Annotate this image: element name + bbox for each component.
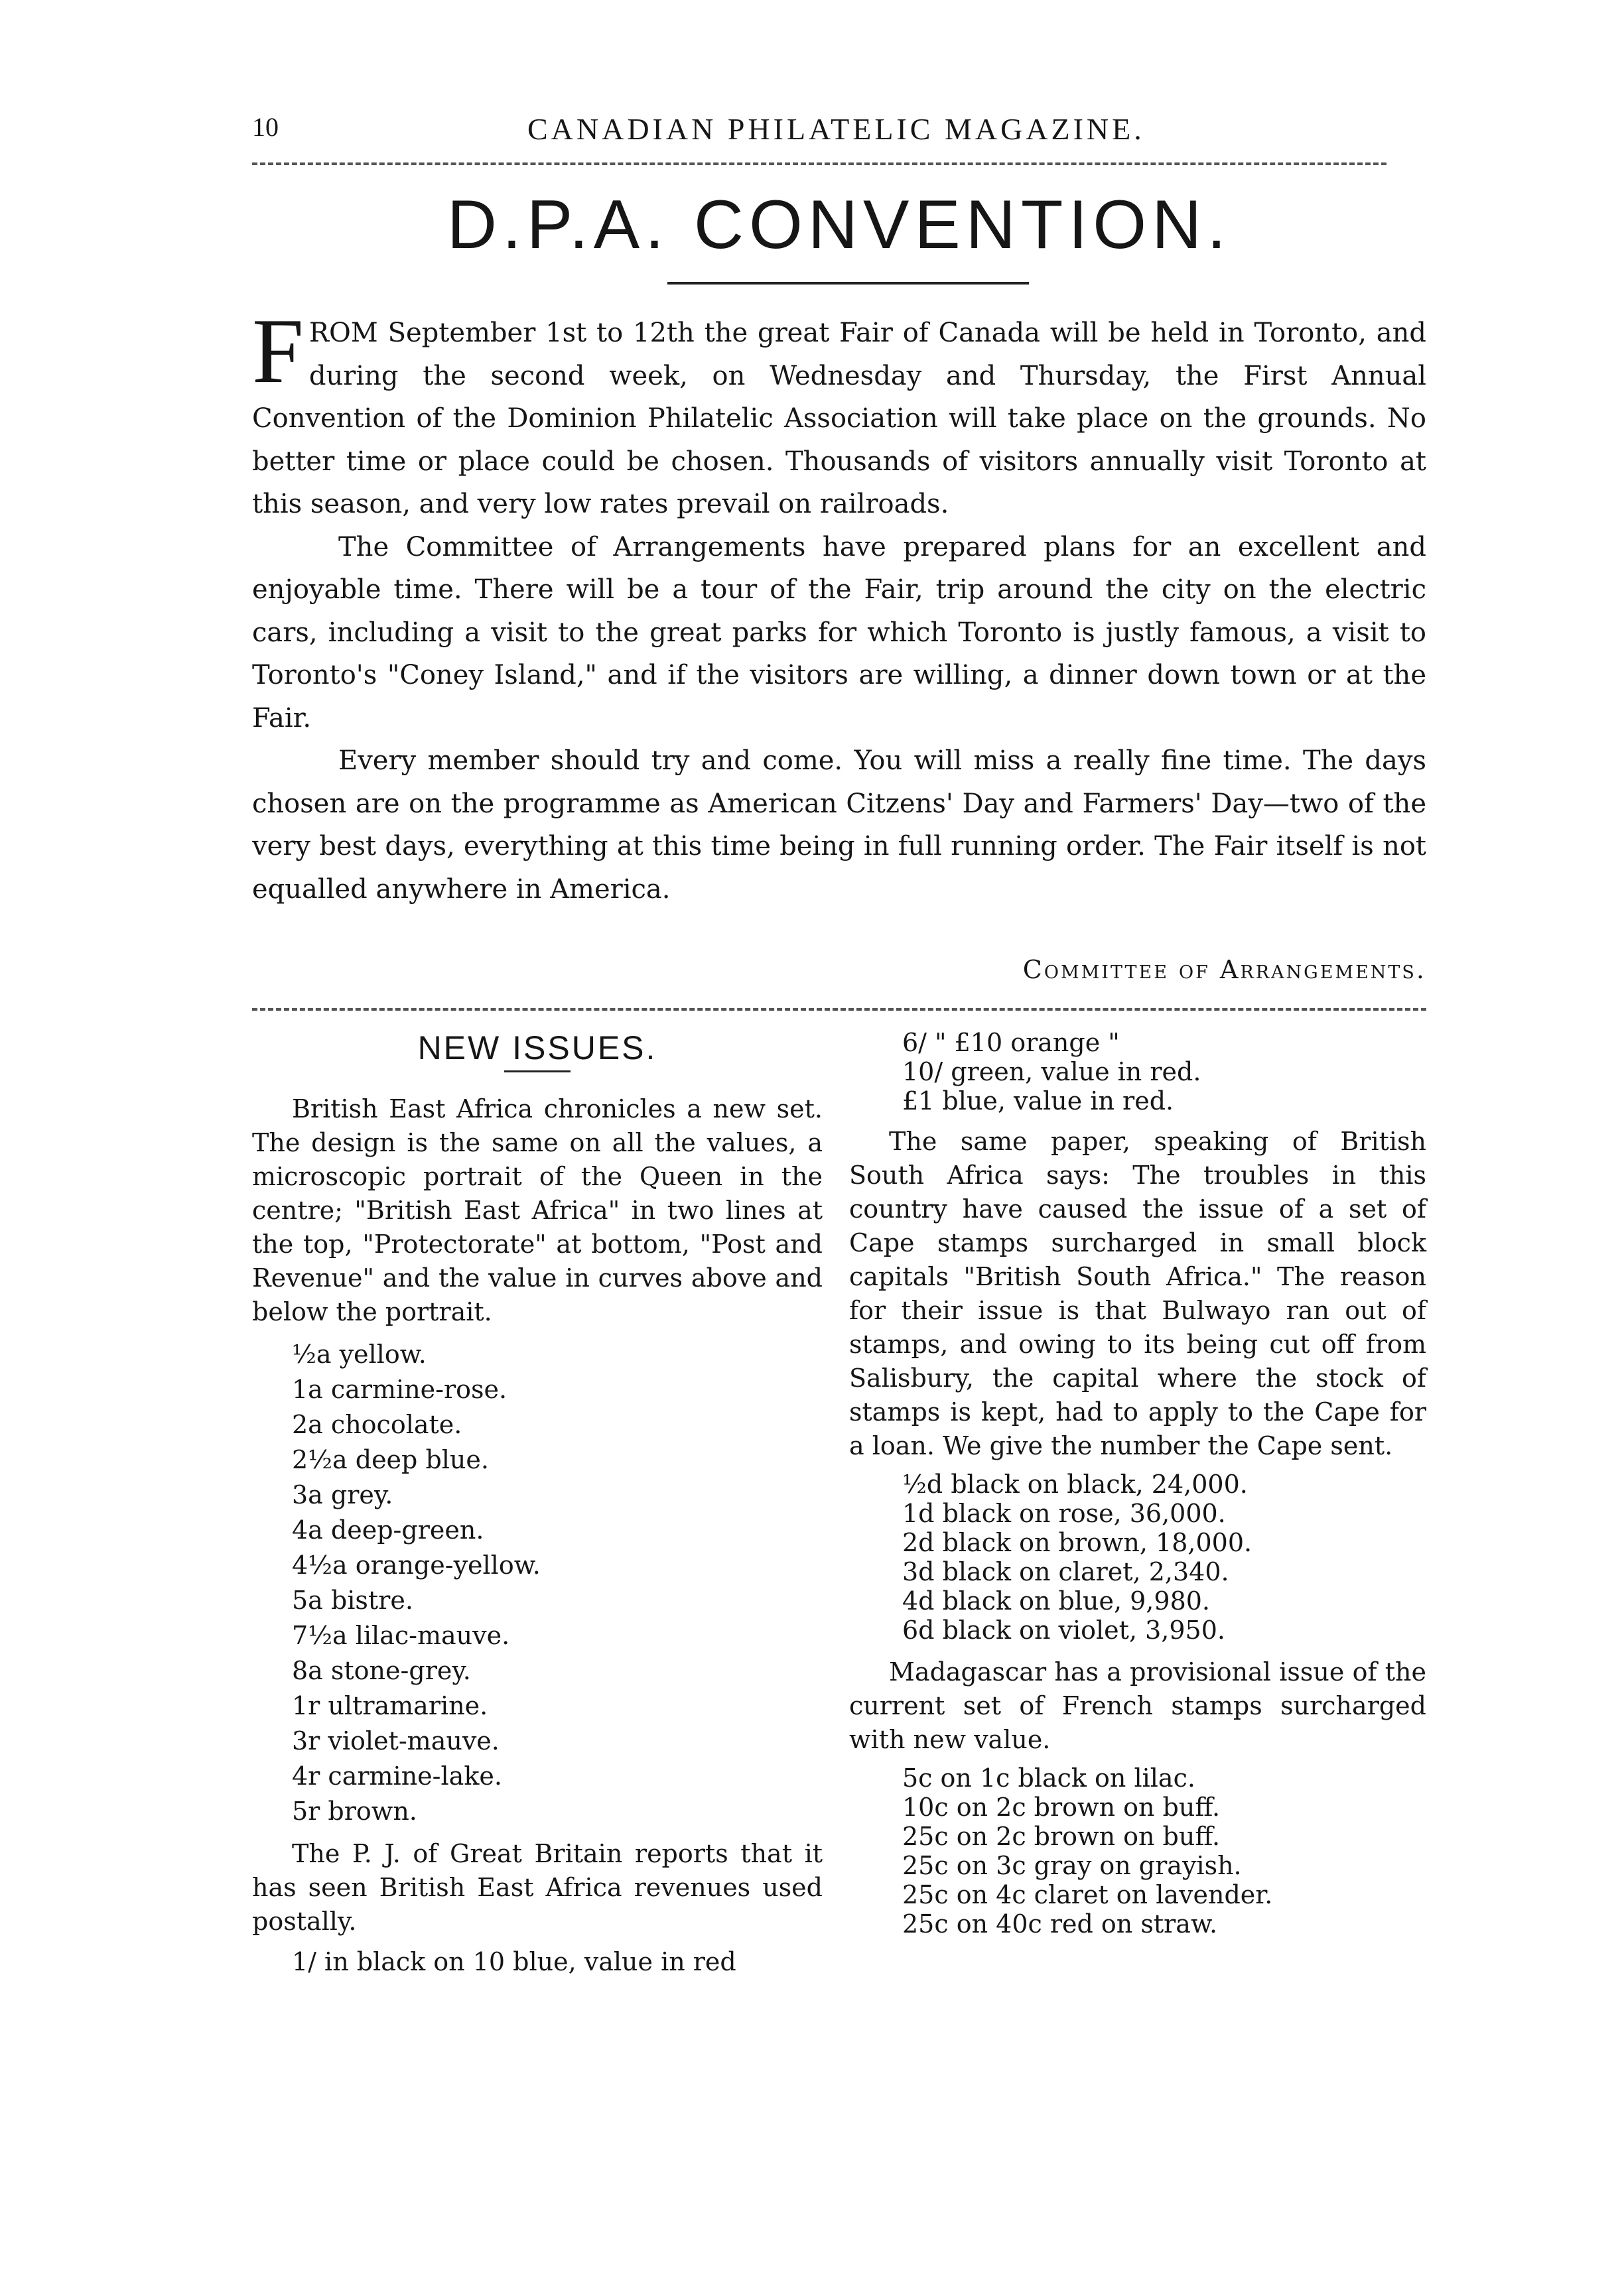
running-head [252, 111, 1446, 158]
list-item: 7½a lilac-mauve. [292, 1621, 510, 1650]
cape-list [849, 1470, 1426, 1645]
article-paragraph-3: Every member should try and come. You will miss a really fine time. The days chosen are on the programme as American Citzens' Day and Farmers' Day—two of the very best days, everything at this time being in full running order. The Fair itself is not equalled anywhere in America. [252, 745, 1426, 905]
article-paragraph-2: The Committee of Arrangements have prepared plans for an excellent and enjoyable time. There will be a tour of the Fair, trip around the city on the electric cars, including a visit to the great parks for which Toronto is justly famous, a visit to Toronto's "Coney Island," and if the visitors are willing, a dinner down town or at the Fair. [252, 531, 1426, 733]
list-item: 4d black on blue, 9,980. [902, 1586, 1210, 1616]
list-item: 5c on 1c black on lilac. [902, 1763, 1195, 1793]
list-item: 25c on 40c red on straw. [902, 1909, 1218, 1939]
list-item: 2d black on brown, 18,000. [902, 1528, 1252, 1557]
bea-values-list [252, 1337, 823, 1829]
article-body [252, 300, 1426, 911]
list-item: 25c on 3c gray on grayish. [902, 1851, 1242, 1880]
madagascar-paragraph: Madagascar has a provisional issue of the current set of French stamps surcharged with new value. [849, 1657, 1426, 1754]
list-item: 5r brown. [292, 1797, 417, 1826]
list-item: 1a carmine-rose. [292, 1375, 507, 1404]
page-number: 10 [252, 112, 279, 142]
revenue-first-line: 1/ in black on 10 blue, value in red [292, 1947, 736, 1976]
list-item: 3d black on claret, 2,340. [902, 1557, 1229, 1586]
list-item: ½d black on black, 24,000. [902, 1470, 1248, 1499]
list-item: 8a stone-grey. [292, 1656, 471, 1685]
drop-cap: F [252, 300, 304, 403]
list-item: 3a grey. [292, 1480, 393, 1509]
list-item: 2a chocolate. [292, 1410, 462, 1439]
article-signature: Committee of Arrangements. [1022, 955, 1426, 984]
list-item: 6d black on violet, 3,950. [902, 1616, 1225, 1645]
list-item: 3r violet-mauve. [292, 1726, 500, 1755]
list-item: 4½a orange-yellow. [292, 1551, 541, 1580]
list-item: 10c on 2c brown on buff. [902, 1793, 1221, 1822]
list-item: 1d black on rose, 36,000. [902, 1499, 1226, 1528]
running-title: CANADIAN PHILATELIC MAGAZINE. [527, 112, 1145, 146]
list-item: 4a deep-green. [292, 1515, 484, 1545]
paragraph-1-text: ROM September 1st to 12th the great Fair of Canada will be held in Toronto, and during the second week, on Wednesday and Thursday, the First Annual Convention of the Dominion Philatelic Association will take place on the grounds. No better time or place could be chosen. Thousands of visitors annually visit Toronto at this season, and very low rates prevail on railroads. [252, 318, 1426, 519]
bea-paragraph: British East Africa chronicles a new set. The design is the same on all the values, a microscopic portrait of the Queen in the centre; "British East Africa" in two lines at the top, "Protectorate" at bottom, "Post and Revenue" and the value in curves above and below the portrait. [252, 1094, 823, 1326]
article-paragraph-1 [252, 300, 1426, 526]
list-item: 5a bistre. [292, 1586, 413, 1615]
header-rule [252, 162, 1386, 165]
revenue-line: 10/ green, value in red. [902, 1057, 1201, 1086]
right-column [849, 1028, 1426, 1939]
revenue-line: 6/ " £10 orange " [902, 1028, 1120, 1057]
title-rule [667, 282, 1029, 285]
list-item: ½a yellow. [292, 1340, 427, 1369]
list-item: 4r carmine-lake. [292, 1761, 502, 1791]
section-title: NEW ISSUES. [417, 1029, 657, 1066]
revenue-line: £1 blue, value in red. [902, 1086, 1174, 1116]
left-column [252, 1025, 823, 1979]
article-title: D.P.A. CONVENTION. [446, 186, 1232, 263]
list-item: 25c on 4c claret on lavender. [902, 1880, 1273, 1909]
madagascar-list [849, 1763, 1426, 1939]
pj-paragraph: The P. J. of Great Britain reports that it has seen British East Africa revenues used postally. [252, 1839, 823, 1936]
section-rule [252, 1008, 1426, 1011]
bsa-paragraph: The same paper, speaking of British South Africa says: The troubles in this country have caused the issue of a set of Cape stamps surcharged in small block capitals "British South Africa." The reason for their issue is that Bulwayo ran out of stamps, and owing to its being cut off from Salisbury, the capital where the stock of stamps is kept, had to apply to the Cape for a loan. We give the number the Cape sent. [849, 1127, 1426, 1460]
section-title-rule [504, 1070, 571, 1072]
list-item: 2½a deep blue. [292, 1445, 489, 1474]
list-item: 25c on 2c brown on buff. [902, 1822, 1221, 1851]
list-item: 1r ultramarine. [292, 1691, 488, 1720]
